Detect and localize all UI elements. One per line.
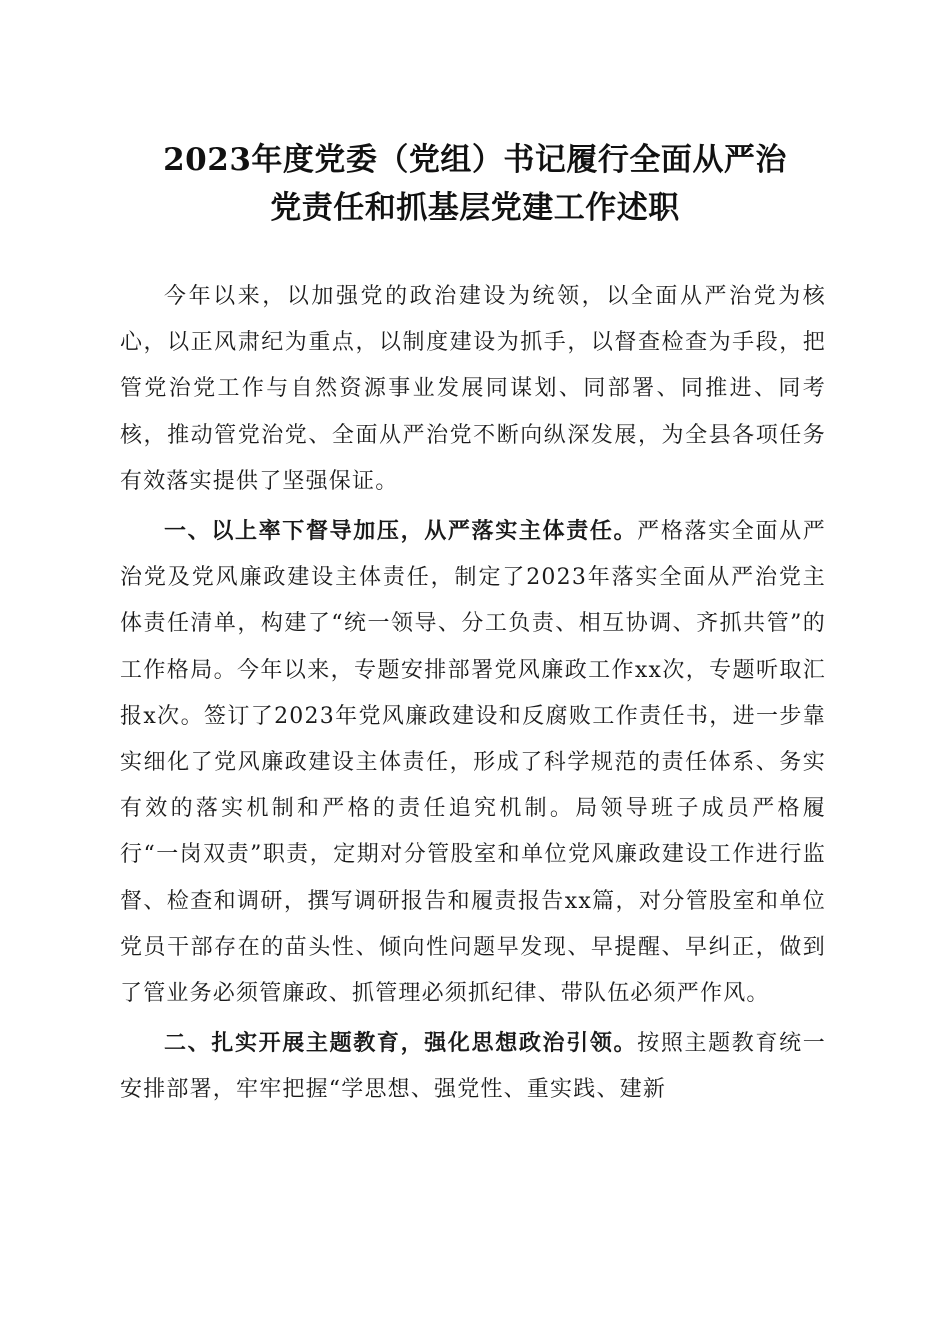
document-title [60,136,890,232]
section-1-text: 严格落实全面从严治党及党风廉政建设主体责任，制定了2023年落实全面从严治党主体责任清单，构建了“统一领导、分工负责、相互协调、齐抓共管”的工作格局。今年以来，专题安排部署党风廉政工作xx次，专题听取汇报x次。签订了2023年党风廉政建设和反腐败工作责任书，进一步靠实细化了党风廉政建设主体责任，形成了科学规范的责任体系、务实有效的落实机制和严格的责任追究机制。局领导班子成员严格履行“一岗双责”职责，定期对分管股室和单位党风廉政建设工作进行监督、检查和调研，撰写调研报告和履责报告xx篇，对分管股室和单位党员干部存在的苗头性、倾向性问题早发现、早提醒、早纠正，做到了管业务必须管廉政、抓管理必须抓纪律、带队伍必须严作风。 [120,519,826,1007]
section-1-paragraph [120,509,826,1017]
title-line-2: 党责任和抓基层党建工作述职 [270,190,680,226]
document-body [120,274,826,1118]
section-2-text: 按照主题教育统一安排部署，牢牢把握“学思想、强党性、重实践、建新 [120,1031,826,1103]
section-2-heading: 二、扎实开展主题教育，强化思想政治引领。 [164,1031,638,1057]
intro-paragraph: 今年以来，以加强党的政治建设为统领，以全面从严治党为核心，以正风肃纪为重点，以制度建设为抓手，以督查检查为手段，把管党治党工作与自然资源事业发展同谋划、同部署、同推进、同考核，推动管党治党、全面从严治党不断向纵深发展，为全县各项任务有效落实提供了坚强保证。 [120,284,826,494]
section-1-heading: 一、以上率下督导加压，从严落实主体责任。 [164,519,638,545]
section-2-paragraph [120,1021,826,1113]
title-line-1: 2023年度党委（党组）书记履行全面从严治 [163,142,787,178]
